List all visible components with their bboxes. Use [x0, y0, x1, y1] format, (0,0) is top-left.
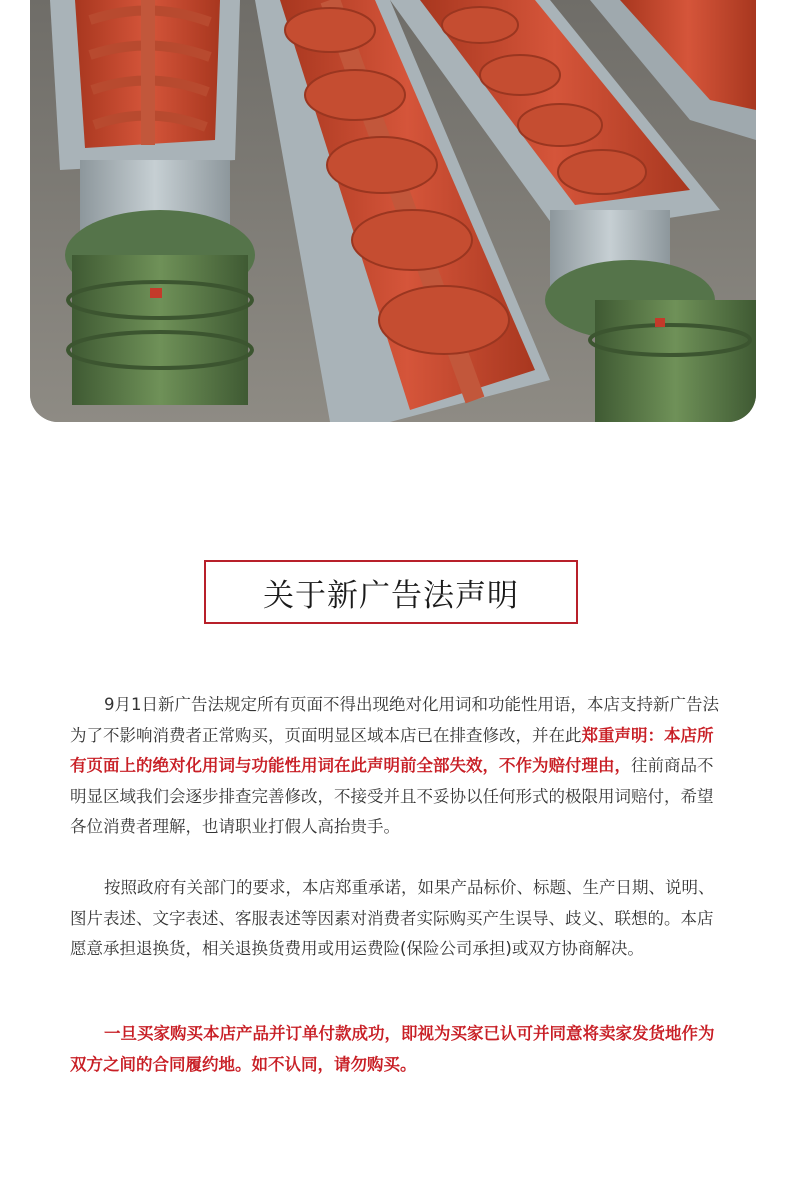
notice-paragraph-1	[70, 690, 722, 843]
paragraph-1-declaration: 郑重声明：本店所有页面上的绝对化用词与功能性用词在此声明前全部失效，不作为赔付理由，	[70, 725, 714, 775]
notice-title-box	[204, 560, 578, 624]
paragraph-2-text: 按照政府有关部门的要求，本店郑重承诺，如果产品标价、标题、生产日期、说明、图片表述、文字表述、客服表述等因素对消费者实际购买产生误导、歧义、联想的。本店愿意承担退换货，相关退换货费用或用运费险(保险公司承担)或双方协商解决。	[70, 878, 715, 958]
paragraph-1-lead: 9月1日新广告法规定所有页面不得出现绝对化用词和功能性用语，本店支持新广告法为了不影响消费者正常购买，页面明显区域本店已在排查修改，并在此	[70, 695, 719, 745]
paragraph-1-tail: 往前商品不明显区域我们会逐步排查完善修改，不接受并且不妥协以任何形式的极限用词赔付，希望各位消费者理解，也请职业打假人高抬贵手。	[70, 756, 714, 836]
product-photo	[30, 0, 756, 422]
notice-paragraph-3	[70, 1019, 722, 1080]
notice-title: 关于新广告法声明	[263, 577, 519, 614]
paragraph-3-text: 一旦买家购买本店产品并订单付款成功，即视为买家已认可并同意将卖家发货地作为双方之间的合同履约地。如不认同，请勿购买。	[70, 1024, 715, 1074]
screw-conveyor-illustration	[30, 0, 756, 422]
notice-paragraph-2	[70, 873, 722, 965]
